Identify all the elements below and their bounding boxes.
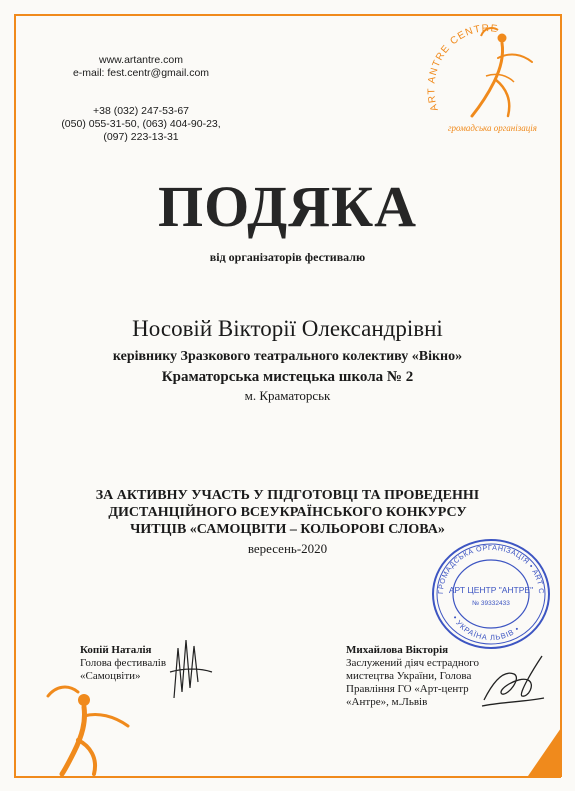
award-date: вересень-2020 (247, 541, 328, 556)
dancer-silhouette-icon (28, 660, 148, 776)
stamp-bottom-text: • УКРАЇНА ЛЬВІВ • (450, 614, 522, 643)
signatory-right-title-1: Заслужений діяч естрадного (346, 657, 479, 669)
recipient-school: Краматорська мистецька школа № 2 (161, 369, 414, 385)
website-link[interactable]: www.artantre.com (98, 54, 184, 66)
stamp-outer-text: ГРОМАДСЬКА ОРГАНІЗАЦІЯ • ART C (435, 542, 547, 595)
award-line-3: ЧИТЦІВ «САМОЦВІТИ – КОЛЬОРОВІ СЛОВА» (130, 522, 445, 537)
email-link[interactable]: e-mail: fest.centr@gmail.com (72, 67, 210, 79)
award-line-2: ДИСТАНЦІЙНОГО ВСЕУКРАЇНСЬКОГО КОНКУРСУ (108, 505, 467, 520)
signatory-right-name: Михайлова Вікторія (346, 644, 449, 656)
signatory-left-title-1: Голова фестивалів (80, 657, 167, 669)
recipient-name: Носовій Вікторії Олександрівні (132, 316, 443, 341)
organization-stamp (426, 530, 556, 652)
signature-right-icon (478, 650, 548, 716)
signatory-right-title-4: «Антре», м.Львів (346, 696, 428, 708)
signatory-right-title-2: мистецтва України, Голова (346, 670, 472, 682)
certificate-subtitle: від організаторів фестивалю (209, 250, 366, 264)
phone-1: +38 (032) 247-53-67 (92, 105, 190, 117)
signature-left-icon (160, 628, 220, 708)
stamp-number: № 39332433 (472, 600, 510, 607)
corner-triangle (528, 728, 561, 776)
dancer-logo-icon (418, 18, 558, 138)
recipient-city: м. Краматорськ (244, 388, 331, 403)
recipient-role: керівнику Зразкового театрального колективу «Вікно» (112, 349, 463, 364)
signatory-right-title-3: Правління ГО «Арт-центр (346, 683, 469, 695)
signatory-left-name: Копій Наталія (80, 644, 152, 656)
certificate-title: ПОДЯКА (157, 174, 418, 239)
stamp-center-text: АРТ ЦЕНТР "АНТРЕ" (448, 585, 534, 595)
frame-bottom-line (14, 776, 561, 778)
signatory-left-title-2: «Самоцвіти» (80, 670, 141, 682)
art-antre-logo (418, 18, 558, 138)
logo-caption: громадська організація (448, 123, 537, 133)
logo-arc-text: ART ANTRE CENTRE (426, 23, 500, 113)
stamp-seal-icon (426, 530, 556, 652)
svg-text:ART ANTRE CENTRE (426, 23, 499, 112)
phone-3: (097) 223-13-31 (103, 131, 179, 143)
contacts-block (46, 54, 236, 144)
award-line-1: ЗА АКТИВНУ УЧАСТЬ У ПІДГОТОВЦІ ТА ПРОВЕДЕННІ (95, 488, 480, 503)
frame-top-line (14, 14, 561, 16)
phone-2: (050) 055-31-50, (063) 404-90-23, (61, 118, 221, 130)
